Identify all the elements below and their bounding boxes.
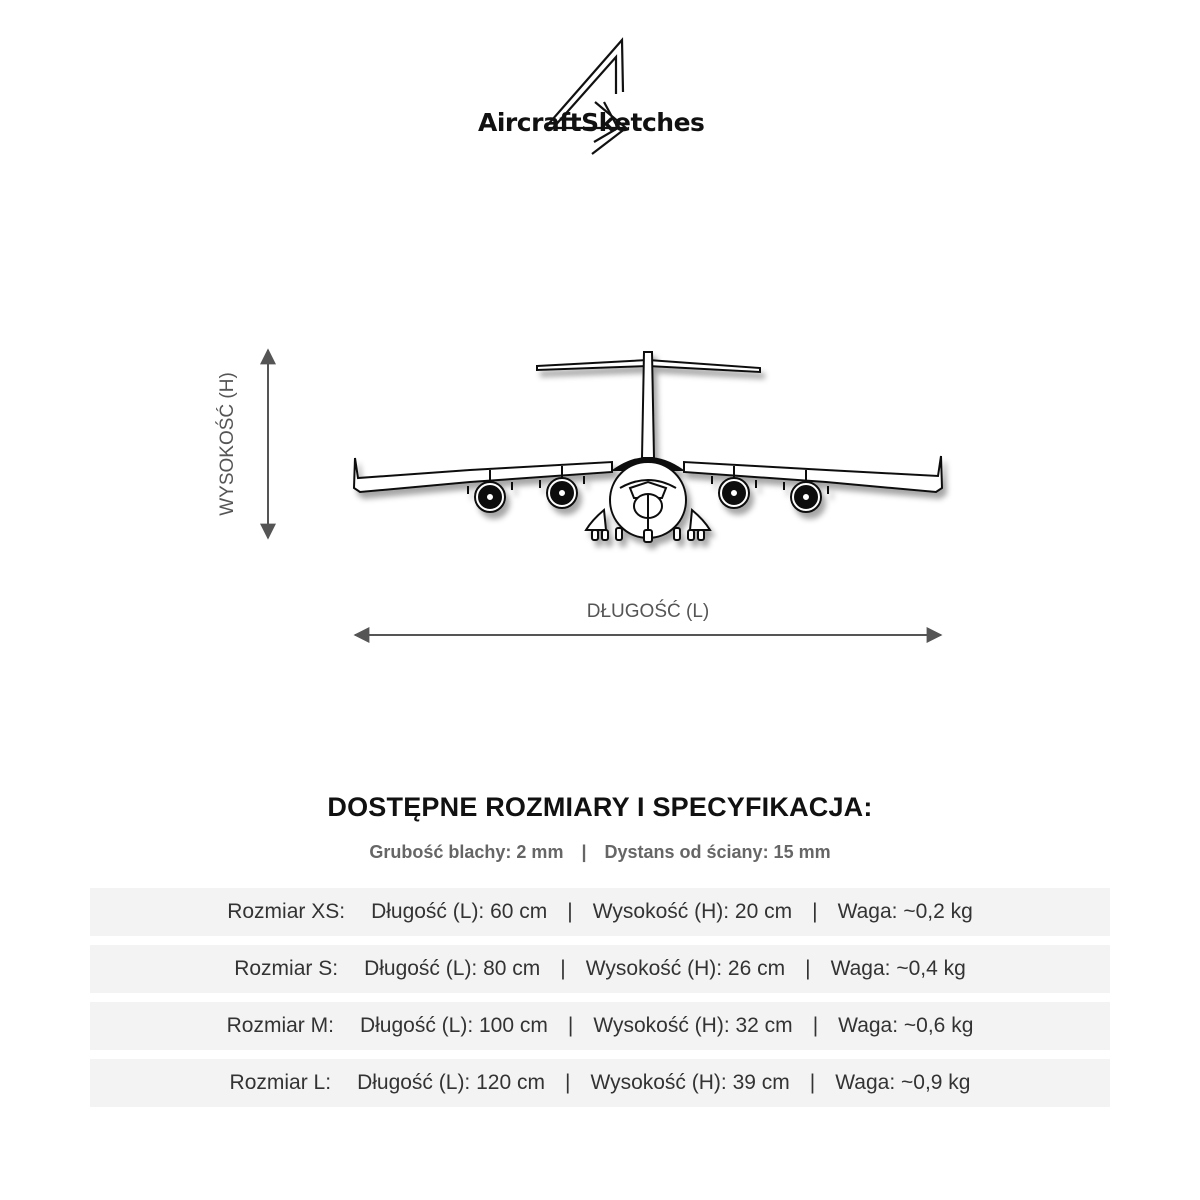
- engine-left-inner: [547, 478, 577, 508]
- size-row-s: [90, 945, 1110, 993]
- size-name: Rozmiar S:: [234, 957, 339, 980]
- size-weight: Waga: ~0,6 kg: [838, 1014, 974, 1037]
- size-row-m: [90, 1002, 1110, 1050]
- divider: |: [805, 957, 811, 980]
- divider: |: [812, 1014, 819, 1037]
- divider: |: [812, 900, 818, 923]
- thickness-spec: Grubość blachy: 2 mm: [369, 842, 564, 862]
- size-height: Wysokość (H): 20 cm: [592, 900, 793, 923]
- brand-name: AircraftSketches: [478, 108, 705, 137]
- size-weight: Waga: ~0,2 kg: [837, 900, 973, 923]
- size-name: Rozmiar XS:: [227, 900, 346, 923]
- sizes-table: [90, 888, 1110, 1116]
- divider: |: [809, 1071, 816, 1094]
- engine-right-inner: [719, 478, 749, 508]
- size-weight: Waga: ~0,4 kg: [830, 957, 966, 980]
- specs-title: DOSTĘPNE ROZMIARY I SPECYFIKACJA:: [327, 792, 873, 822]
- size-length: Długość (L): 80 cm: [364, 957, 541, 980]
- c17-front-view-silhouette: [354, 352, 942, 542]
- size-height: Wysokość (H): 26 cm: [585, 957, 786, 980]
- size-height: Wysokość (H): 32 cm: [593, 1014, 793, 1037]
- height-label: WYSOKOŚĆ (H): [217, 372, 238, 516]
- divider: |: [564, 1071, 571, 1094]
- divider: |: [581, 842, 587, 862]
- size-row-l: [90, 1059, 1110, 1107]
- specs-subtitle: [0, 842, 1200, 863]
- engine-right-outer: [791, 482, 821, 512]
- size-length: Długość (L): 120 cm: [357, 1071, 545, 1094]
- size-height: Wysokość (H): 39 cm: [590, 1071, 790, 1094]
- size-name: Rozmiar M:: [226, 1014, 334, 1037]
- length-label: DŁUGOŚĆ (L): [586, 601, 710, 622]
- size-weight: Waga: ~0,9 kg: [835, 1071, 971, 1094]
- divider: |: [567, 900, 573, 923]
- divider: |: [567, 1014, 574, 1037]
- size-length: Długość (L): 60 cm: [371, 900, 548, 923]
- size-row-xs: [90, 888, 1110, 936]
- wall-distance-spec: Dystans od ściany: 15 mm: [604, 842, 831, 862]
- size-length: Długość (L): 100 cm: [359, 1014, 548, 1037]
- divider: |: [560, 957, 566, 980]
- engine-left-outer: [475, 482, 505, 512]
- size-name: Rozmiar L:: [229, 1071, 332, 1094]
